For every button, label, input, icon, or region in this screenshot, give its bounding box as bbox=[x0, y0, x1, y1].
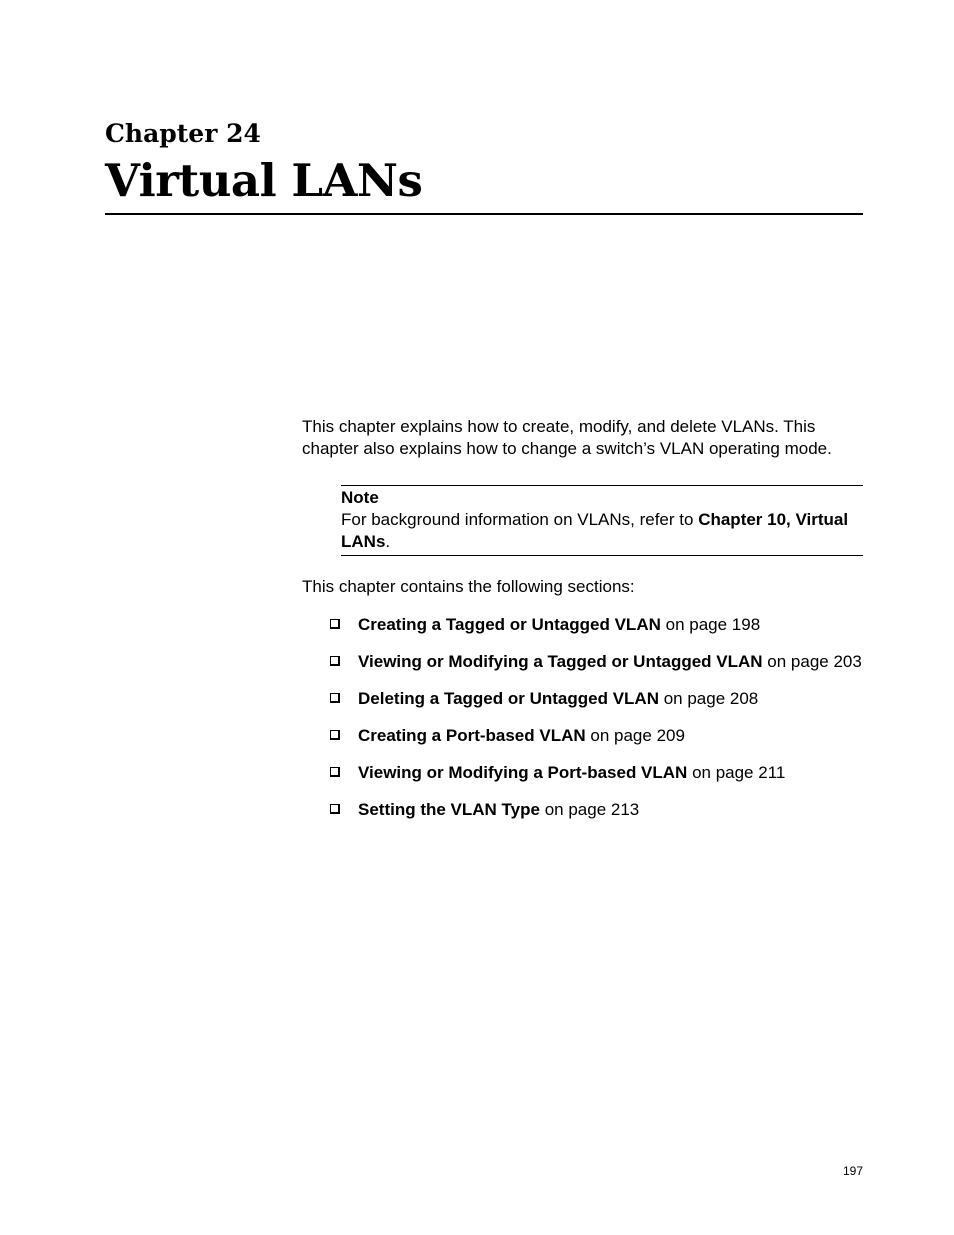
section-link[interactable]: Creating a Port-based VLAN bbox=[358, 726, 586, 745]
section-list bbox=[330, 614, 863, 836]
section-link[interactable]: Viewing or Modifying a Tagged or Untagged VLAN bbox=[358, 652, 763, 671]
list-item bbox=[330, 651, 863, 673]
chapter-label: Chapter 24 bbox=[105, 119, 261, 148]
checkbox-icon bbox=[330, 730, 340, 740]
contents-lead: This chapter contains the following sections: bbox=[302, 577, 635, 596]
section-link[interactable]: Deleting a Tagged or Untagged VLAN bbox=[358, 689, 659, 708]
checkbox-icon bbox=[330, 767, 340, 777]
note-heading: Note bbox=[341, 488, 379, 507]
section-link[interactable]: Setting the VLAN Type bbox=[358, 800, 540, 819]
note-box bbox=[341, 485, 863, 556]
list-item bbox=[330, 762, 863, 784]
note-text-after: . bbox=[385, 532, 391, 551]
list-item bbox=[330, 799, 863, 821]
section-page-ref: on page 208 bbox=[663, 689, 759, 708]
list-item bbox=[330, 688, 863, 710]
section-page-ref: on page 203 bbox=[767, 652, 862, 671]
intro-paragraph: This chapter explains how to create, modify, and delete VLANs. This chapter also explains how to change a switch’s VLAN operating mode. bbox=[302, 417, 832, 458]
page-number: 197 bbox=[843, 1164, 864, 1178]
checkbox-icon bbox=[330, 656, 340, 666]
list-item bbox=[330, 725, 863, 747]
checkbox-icon bbox=[330, 693, 340, 703]
section-page-ref: on page 211 bbox=[692, 763, 786, 782]
section-page-ref: on page 198 bbox=[665, 615, 761, 634]
chapter-title: Virtual LANs bbox=[105, 154, 423, 207]
section-link[interactable]: Creating a Tagged or Untagged VLAN bbox=[358, 615, 661, 634]
note-reference-link[interactable]: Chapter 10, Virtual LANs bbox=[341, 510, 849, 551]
note-text-before: For background information on VLANs, refer to bbox=[341, 510, 699, 529]
list-item bbox=[330, 614, 863, 636]
section-page-ref: on page 209 bbox=[590, 726, 685, 745]
title-rule bbox=[105, 213, 863, 215]
note-text bbox=[341, 509, 863, 553]
checkbox-icon bbox=[330, 804, 340, 814]
section-page-ref: on page 213 bbox=[544, 800, 640, 819]
section-link[interactable]: Viewing or Modifying a Port-based VLAN bbox=[358, 763, 688, 782]
checkbox-icon bbox=[330, 619, 340, 629]
